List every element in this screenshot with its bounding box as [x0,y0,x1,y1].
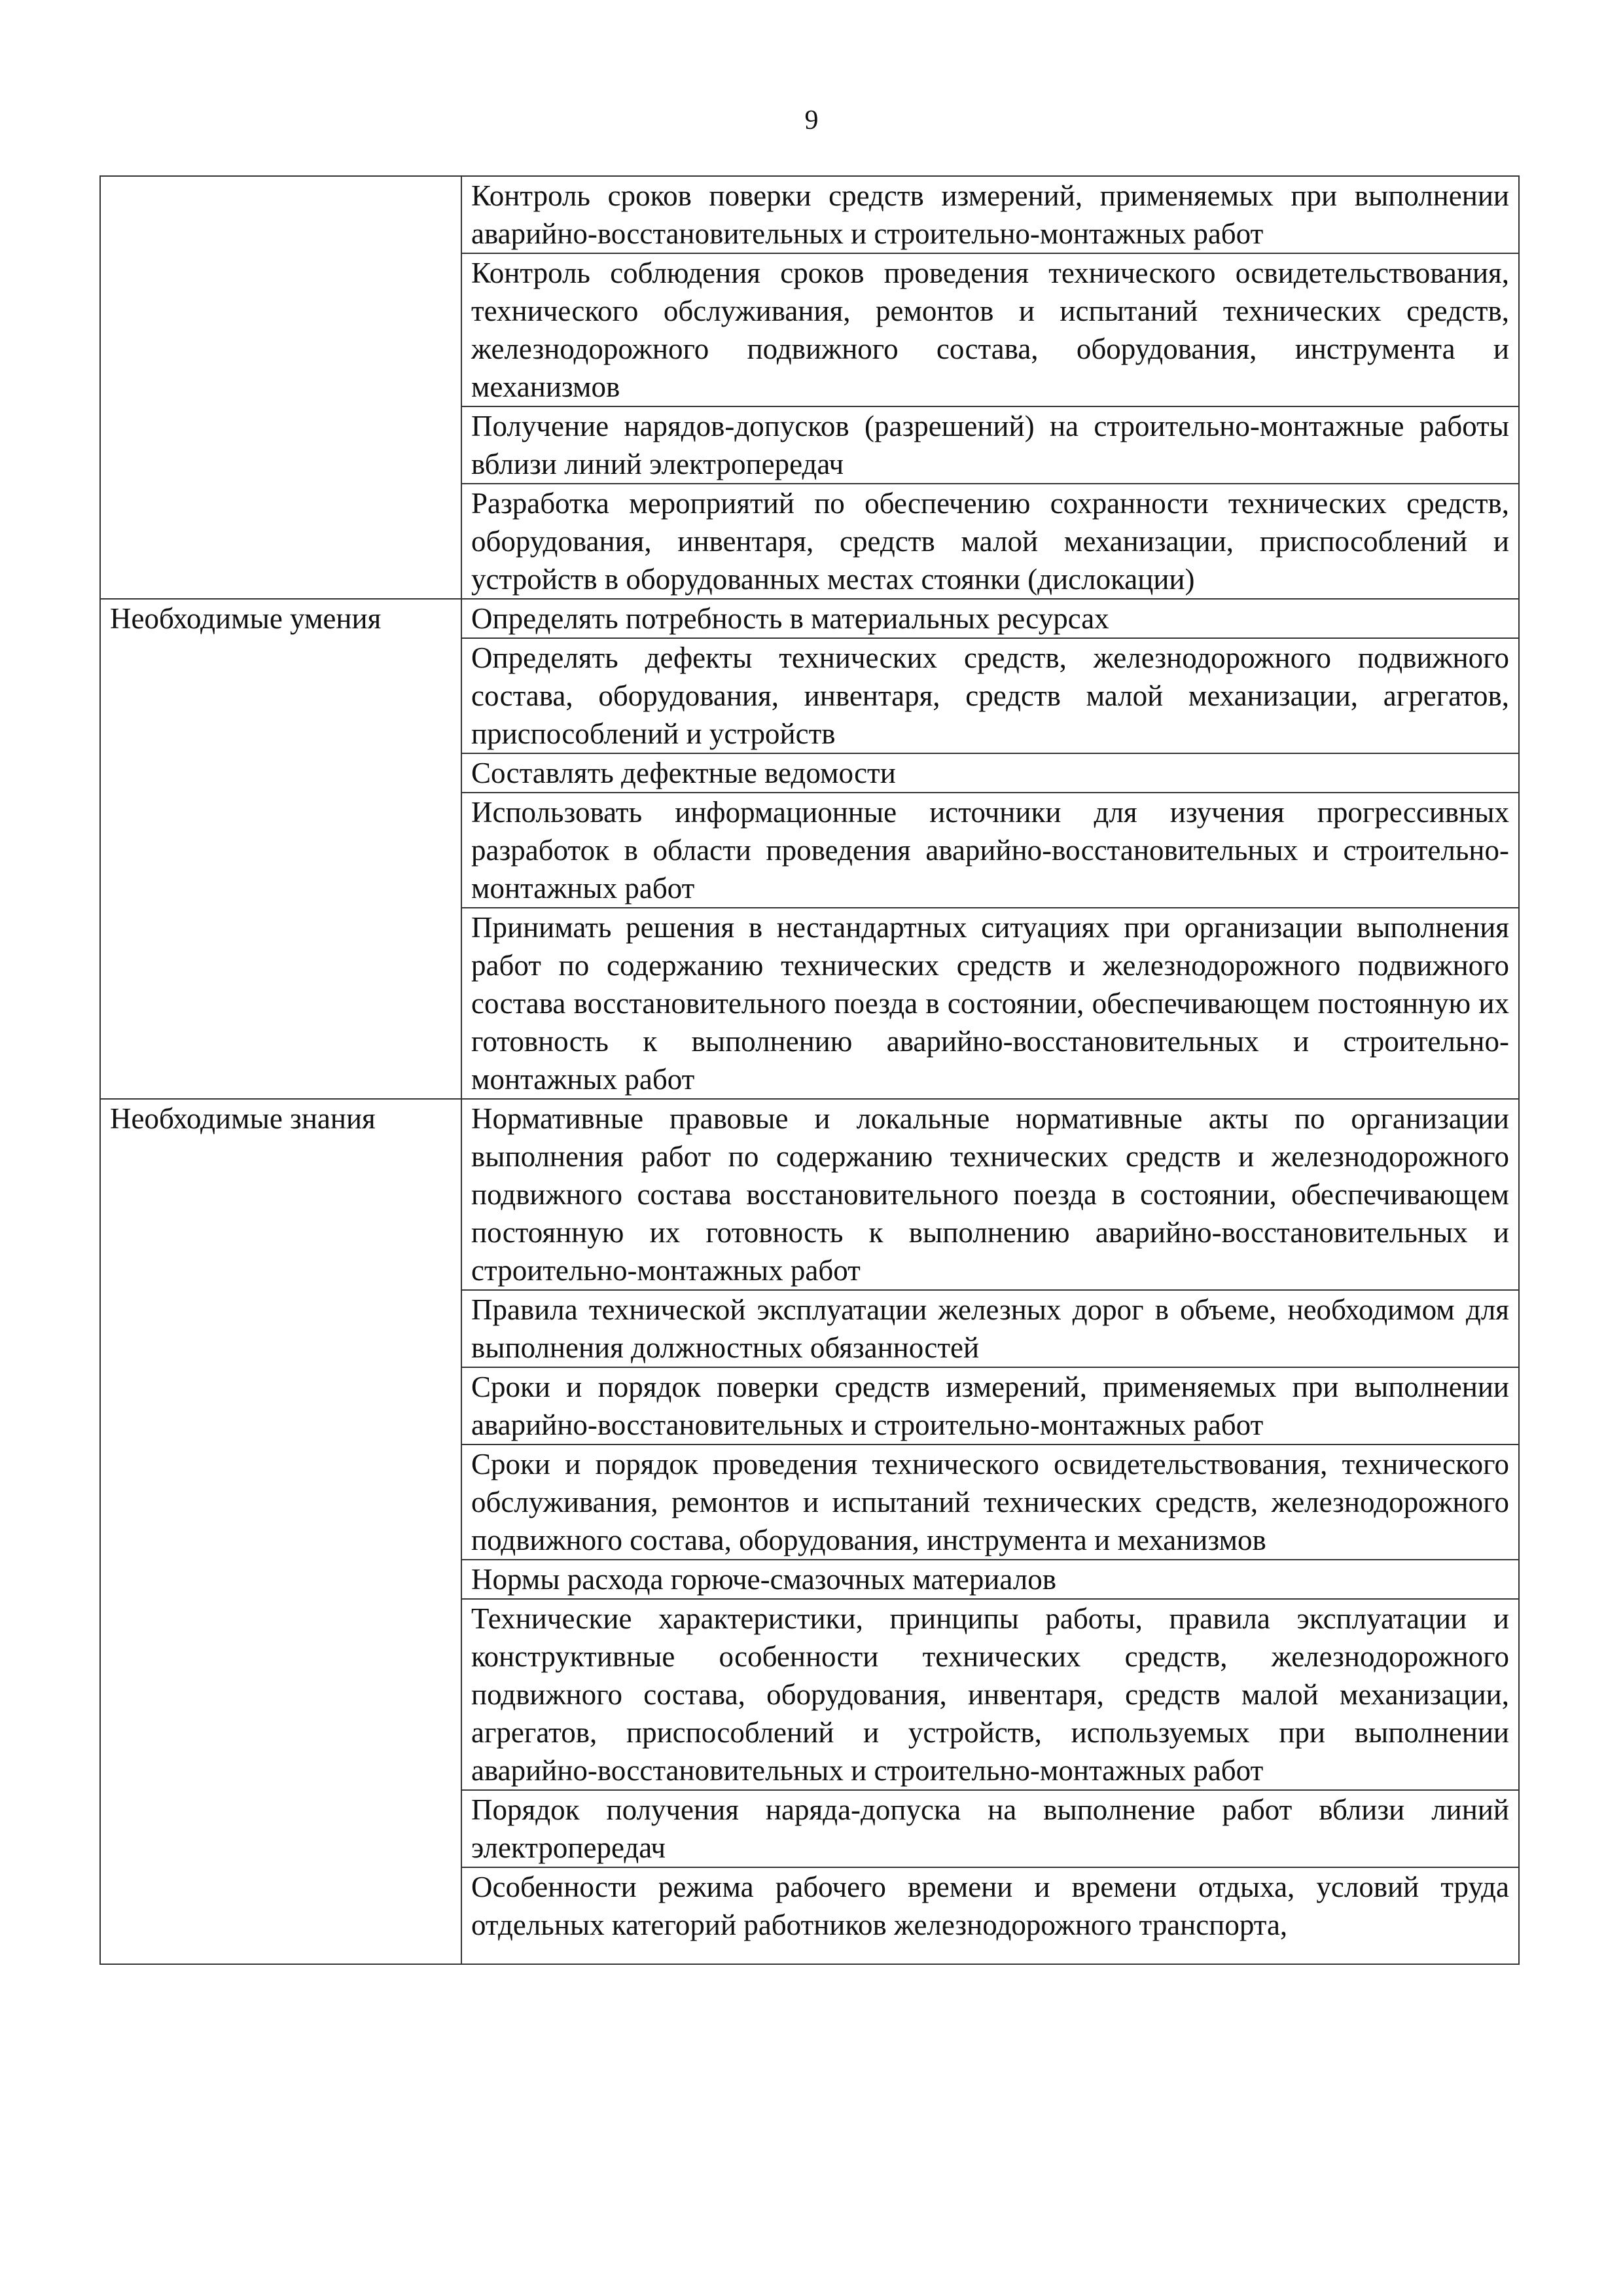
table-row [100,176,1519,253]
row-label-knowledge: Необходимые знания [100,1099,461,1964]
labor-action-item: Контроль сроков поверки средств измерений, применяемых при выполнении аварийно-восстановительных и строительно-монтажных работ [461,176,1519,253]
knowledge-item: Сроки и порядок поверки средств измерений, применяемых при выполнении аварийно-восстановительных и строительно-монтажных работ [461,1367,1519,1444]
table-row [100,1099,1519,1290]
competency-table [99,175,1520,1965]
row-label-skills: Необходимые умения [100,599,461,1099]
knowledge-item: Технические характеристики, принципы работы, правила эксплуатации и конструктивные особенности технических средств, железнодорожного подвижного состава, оборудования, инвентаря, средств малой механизации, агрегатов, приспособлений и устройств, используемых при выполнении аварийно-восстановительных и строительно-монтажных работ [461,1599,1519,1790]
labor-action-item: Разработка мероприятий по обеспечению сохранности технических средств, оборудования, инвентаря, средств малой механизации, приспособлений и устройств в оборудованных местах стоянки (дислокации) [461,484,1519,599]
skill-item: Определять потребность в материальных ресурсах [461,599,1519,638]
labor-action-item: Получение нарядов-допусков (разрешений) на строительно-монтажные работы вблизи линий электропередач [461,406,1519,484]
knowledge-item: Сроки и порядок проведения технического освидетельствования, технического обслуживания, ремонтов и испытаний технических средств, железнодорожного подвижного состава, оборудования, инструмента и механизмов [461,1444,1519,1560]
knowledge-item: Нормативные правовые и локальные нормативные акты по организации выполнения работ по содержанию технических средств и железнодорожного подвижного состава восстановительного поезда в состоянии, обеспечивающем постоянную их готовность к выполнению аварийно-восстановительных и строительно-монтажных работ [461,1099,1519,1290]
knowledge-item: Правила технической эксплуатации железных дорог в объеме, необходимом для выполнения должностных обязанностей [461,1290,1519,1367]
knowledge-item: Порядок получения наряда-допуска на выполнение работ вблизи линий электропередач [461,1790,1519,1867]
table-row [100,599,1519,638]
skill-item: Определять дефекты технических средств, железнодорожного подвижного состава, оборудования, инвентаря, средств малой механизации, агрегатов, приспособлений и устройств [461,638,1519,753]
skill-item: Составлять дефектные ведомости [461,753,1519,793]
knowledge-item: Нормы расхода горюче-смазочных материалов [461,1560,1519,1599]
skill-item: Принимать решения в нестандартных ситуациях при организации выполнения работ по содержанию технических средств и железнодорожного подвижного состава восстановительного поезда в состоянии, обеспечивающем постоянную их готовность к выполнению аварийно-восстановительных и строительно-монтажных работ [461,908,1519,1099]
knowledge-item-cut-text: Особенности режима рабочего времени и времени отдыха, условий труда отдельных категорий работников железнодорожного транспорта, [471,1871,1509,1941]
labor-action-item: Контроль соблюдения сроков проведения технического освидетельствования, технического обслуживания, ремонтов и испытаний технических средств, железнодорожного подвижного состава, оборудования, инструмента и механизмов [461,253,1519,406]
skill-item: Использовать информационные источники для изучения прогрессивных разработок в области проведения аварийно-восстановительных и строительно-монтажных работ [461,793,1519,908]
row-label-continued [100,176,461,599]
knowledge-item-cut [461,1867,1519,1964]
page-number: 9 [804,105,819,135]
